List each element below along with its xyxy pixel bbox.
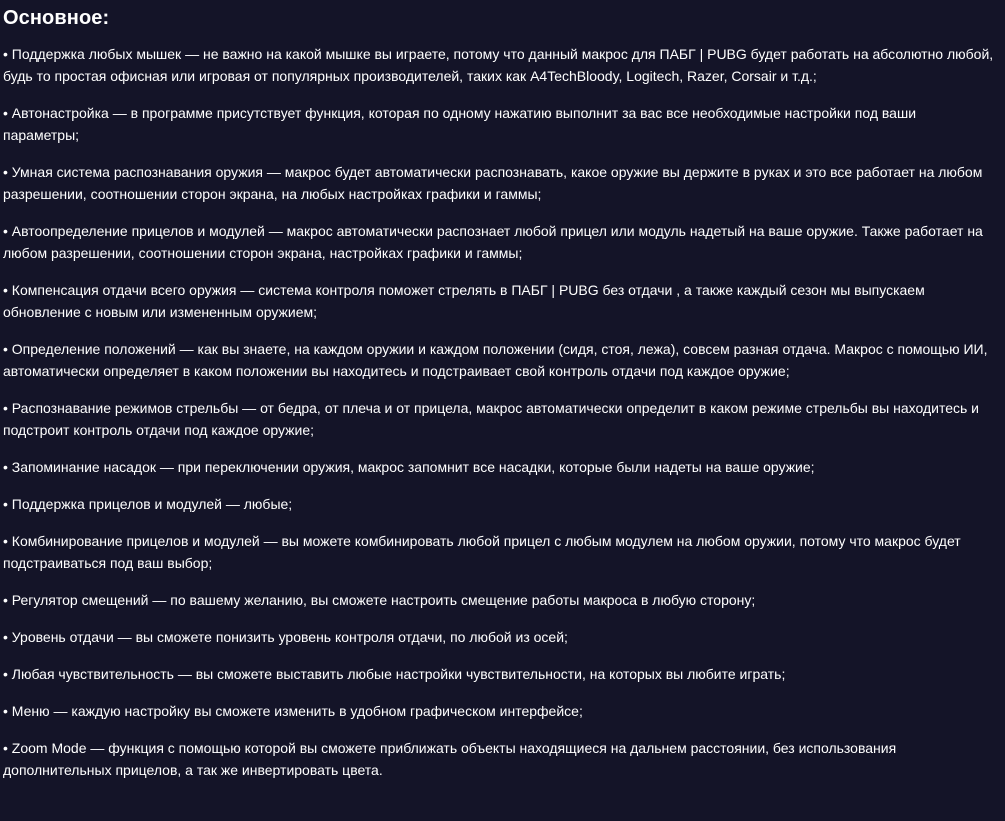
feature-item-recoil-level: • Уровень отдачи — вы сможете понизить уровень контроля отдачи, по любой из осей; [3, 629, 568, 645]
section-title: Основное: [3, 7, 110, 29]
content-page [0, 4, 1005, 821]
feature-item-fire-mode-recognition: • Распознавание режимов стрельбы — от бедра, от плеча и от прицела, макрос автоматически определит в каком режиме стрельбы вы находитесь и подстроит контроль отдачи под каждое оружие; [3, 400, 979, 438]
feature-item-scope-support: • Поддержка прицелов и модулей — любые; [3, 496, 293, 512]
feature-item-mouse-support: • Поддержка любых мышек — не важно на какой мышке вы играете, потому что данный макрос для ПАБГ | PUBG будет работать на абсолютно любой, будь то простая офисная или игровая от популярных производителей, таких как A4TechBloody, Logitech, Razer, Corsair и т.д.; [3, 46, 994, 84]
feature-item-menu: • Меню — каждую настройку вы сможете изменить в удобном графическом интерфейсе; [3, 703, 583, 719]
feature-item-weapon-recognition: • Умная система распознавания оружия — макрос будет автоматически распознавать, какое оружие вы держите в руках и это все работает на любом разрешении, соотношении сторон экрана, на любых настройках графики и гаммы; [3, 164, 983, 202]
feature-list [3, 43, 1005, 781]
feature-item-stance-detection: • Определение положений — как вы знаете, на каждом оружии и каждом положении (сидя, стоя, лежа), совсем разная отдача. Макрос с помощью ИИ, автоматически определяет в каком положении вы находитесь и подстраивает свой контроль отдачи под каждое оружие; [3, 341, 988, 379]
feature-item-recoil-compensation: • Компенсация отдачи всего оружия — система контроля поможет стрелять в ПАБГ | PUBG без отдачи , а также каждый сезон мы выпускаем обновление с новым или измененным оружием; [3, 282, 925, 320]
feature-item-sensitivity: • Любая чувствительность — вы сможете выставить любые настройки чувствительности, на которых вы любите играть; [3, 666, 786, 682]
feature-item-scope-combination: • Комбинирование прицелов и модулей — вы можете комбинировать любой прицел с любым модулем на любом оружии, потому что макрос будет подстраиваться под ваш выбор; [3, 533, 961, 571]
feature-item-attachment-memory: • Запоминание насадок — при переключении оружия, макрос запомнит все насадки, которые были надеты на ваше оружие; [3, 459, 815, 475]
feature-item-scope-detection: • Автоопределение прицелов и модулей — макрос автоматически распознает любой прицел или модуль надетый на ваше оружие. Также работает на любом разрешении, соотношении сторон экрана, настройках графики и гаммы; [3, 223, 983, 261]
feature-item-zoom-mode: • Zoom Mode — функция с помощью которой вы сможете приближать объекты находящиеся на дальнем расстоянии, без использования дополнительных прицелов, а так же инвертировать цвета. [3, 740, 897, 778]
feature-item-offset-regulator: • Регулятор смещений — по вашему желанию, вы сможете настроить смещение работы макроса в любую сторону; [3, 592, 756, 608]
feature-item-auto-setup: • Автонастройка — в программе присутствует функция, которая по одному нажатию выполнит за вас все необходимые настройки под ваши параметры; [3, 105, 917, 143]
